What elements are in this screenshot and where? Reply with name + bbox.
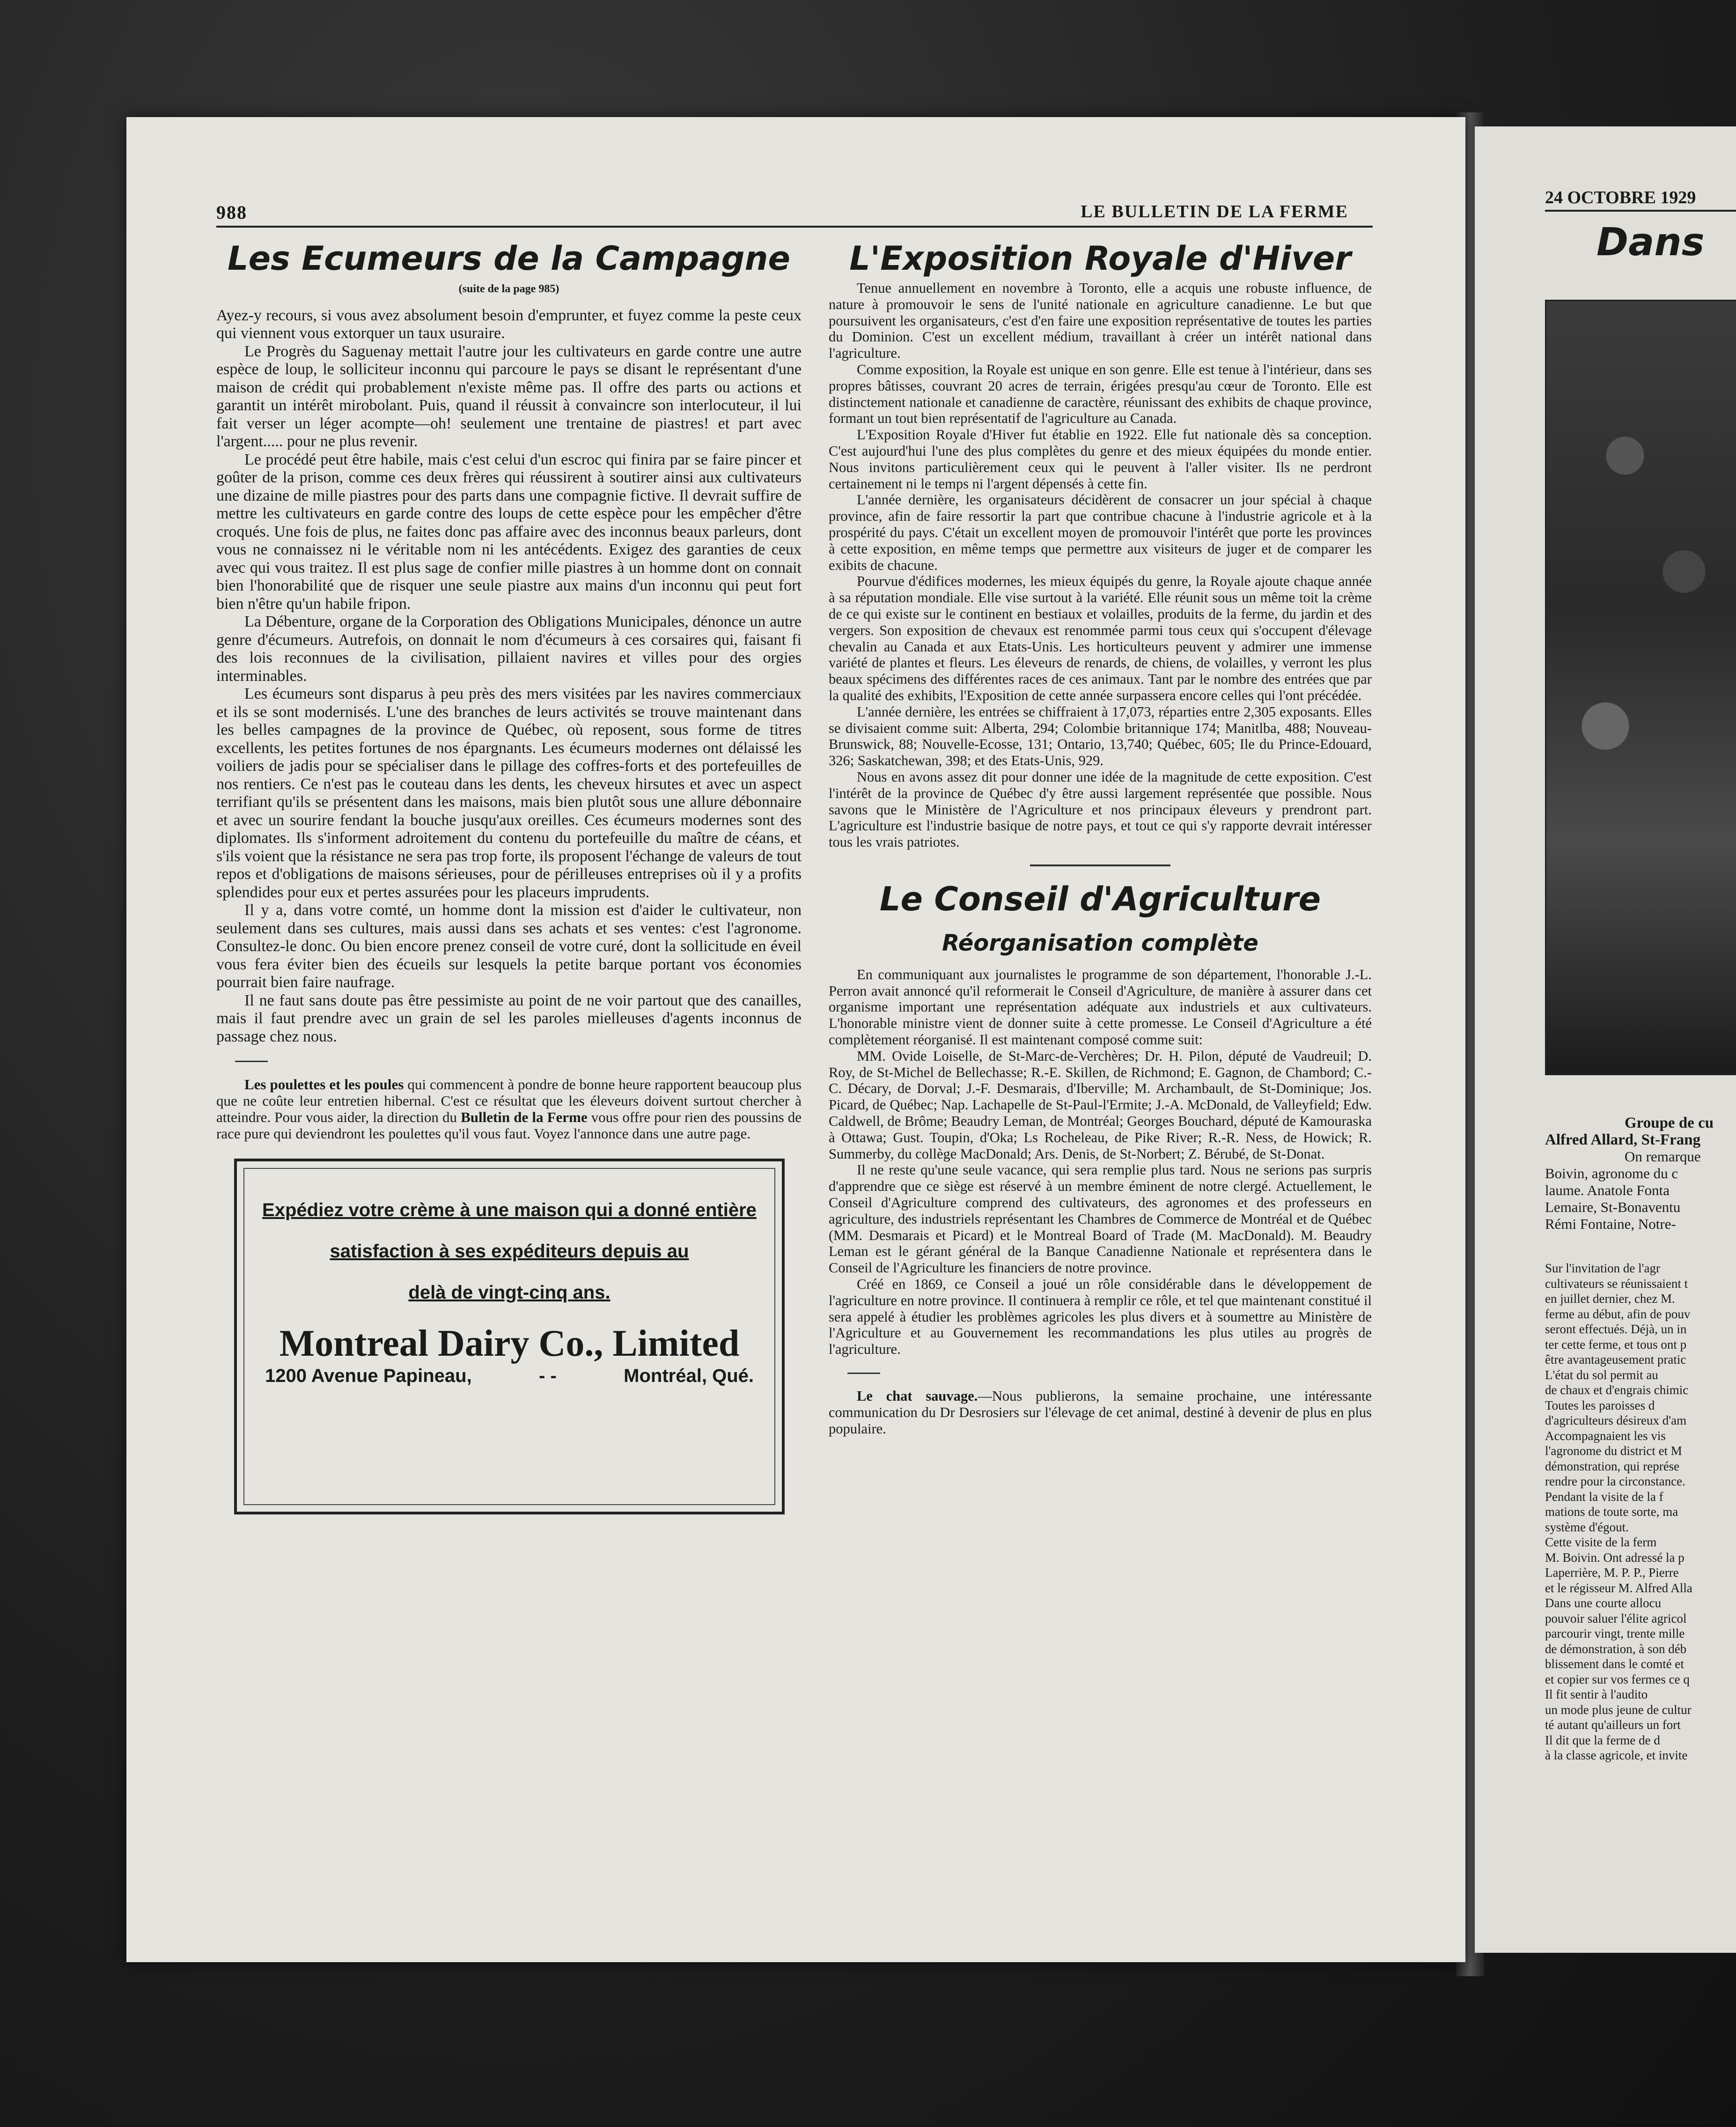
newspaper-page-988 (126, 117, 1465, 1962)
small-text-line: démonstration, qui représe (1545, 1459, 1680, 1473)
left-column (216, 240, 802, 1514)
paragraph: En communiquant aux journalistes le programme de son département, l'honorable J.-L. Perron avait annoncé qu'il reformerait le Conseil d'Agriculture, de manière à assurer dans cet organisme important une représentation adéquate aux industriels et aux cultivateurs. L'honorable ministre vient de donner suite à cette promesse. Le Conseil d'Agriculture a été complètement réorganisé. Il est maintenant composé comme suit: (829, 966, 1372, 1048)
paragraph: Créé en 1869, ce Conseil a joué un rôle considérable dans le développement de l'agriculture en notre province. Il continuera à remplir ce rôle, et tel que maintenant constitué il sera appelé à étudier les problèmes agricoles les plus divers et à soumettre au Ministère de l'Agriculture et au Gouvernement les recommandations les plus utiles au progrès de l'agriculture. (829, 1276, 1372, 1358)
paragraph: Il ne faut sans doute pas être pessimiste au point de ne voir partout que des canailles, mais il faut prendre avec un grain de sel les paroles mielleuses d'agents inconnus de passage chez nous. (216, 991, 802, 1045)
small-text-line: ferme au début, afin de pouv (1545, 1307, 1691, 1321)
small-text-line: Sur l'invitation de l'agr (1545, 1261, 1660, 1275)
wildcat-note-body: —Nous publierons, la semaine prochaine, une intéressante communication du Dr Desrosiers sur l'élevage de cet animal, destiné à devenir de plus en plus populaire. (829, 1388, 1372, 1437)
wildcat-note-lead: Le chat sauvage. (857, 1388, 978, 1404)
ornament-divider (1030, 864, 1170, 866)
paragraph: L'Exposition Royale d'Hiver fut établie en 1922. Elle fut nationale dès sa conception. C'est aujourd'hui l'une des plus complètes du genre et des mieux équipées du monde entier. Nous invitons particulièrement ceux qui le peuvent à l'aller visiter. Ils ne perdront certainement ni le temps ni l'argent dépensés à cette fin. (829, 427, 1372, 492)
ad-line-1: Expédiez votre crème à une maison qui a donné entière (262, 1200, 757, 1220)
paragraph: L'année dernière, les entrées se chiffraient à 17,073, réparties entre 2,305 exposants. Elles se divisaient comme suit: Alberta, 294; Colombie britannique 174; Manitlba, 488; Nouveau-Brunswick, 88; Nouvelle-Ecosse, 131; Ontario, 13,740; Québec, 605; Ile du Prince-Edouard, 326; Saskatchewan, 398; et des Etats-Unis, 929. (829, 703, 1372, 769)
next-page-text (1545, 1115, 1736, 1763)
paragraph: Ayez-y recours, si vous avez absolument besoin d'emprunter, et fuyez comme la peste ceux qui viennent vous extorquer un taux usuraire. (216, 306, 802, 342)
text-line: laume. Anatole Fonta (1545, 1182, 1670, 1198)
ad-line-2: satisfaction à ses expéditeurs depuis au (330, 1241, 689, 1262)
poultry-note-end: vous offre pour rien des poussins de race pure qui deviendront les poulettes qu'il vous faut. Voyez l'annonce dans une autre page. (216, 1109, 802, 1142)
section-divider (847, 1373, 880, 1374)
next-page-fragment (1475, 126, 1736, 1953)
small-text-line: être avantageusement pratic (1545, 1352, 1686, 1366)
small-text-line: de démonstration, à son déb (1545, 1641, 1687, 1656)
poultry-note-text (216, 1076, 802, 1142)
page-number: 988 (216, 202, 247, 223)
paragraph: Comme exposition, la Royale est unique en son genre. Elle est tenue à l'intérieur, dans ses propres bâtisses, couvrant 20 acres de terrain, érigées presqu'au cœur de Toronto. Elle est distinctement nationale et canadienne de caractère, réunissant des exhibits de chaque province, formant un tout bien représentatif de l'agriculture au Canada. (829, 361, 1372, 427)
small-text-line: Laperrière, M. P. P., Pierre (1545, 1566, 1679, 1580)
small-text-line: pouvoir saluer l'élite agricol (1545, 1611, 1687, 1625)
paragraph: Le procédé peut être habile, mais c'est celui d'un escroc qui finira par se faire pincer et goûter de la prison, comme ces deux frères qui réussirent à soutirer ainsi aux cultivateurs une dizaine de mille piastres pour des parts dans une compagnie fictive. Il devrait suffire de mettre les cultivateurs en garde contre des loups de cette espèce pour les empêcher d'être croqués. Une fois de plus, ne faites donc pas affaire avec des inconnus beaux parleurs, dont vous ne connaissez ni le véritable nom ni les antécédents. Exigez des garanties de ceux avec qui vous traitez. Il est plus sage de confier mille piastres à un homme dont on connait bien l'honorabilité que de risquer une seule piastre aux mains d'un inconnu qui peut fort bien n'être qu'un habile fripon. (216, 451, 802, 613)
article-title-ecumeurs: Les Ecumeurs de la Campagne (228, 239, 790, 278)
text-line: Lemaire, St-Bonaventu (1545, 1199, 1681, 1215)
paragraph: Tenue annuellement en novembre à Toronto, elle a acquis une robuste influence, de nature à promouvoir le sens de l'unité nationale en agriculture canadienne. Le but que poursuivent les organisateurs, c'est d'en faire une exposition représentative de toutes les parties du Dominion. C'est un excellent médium, travaillant à créer un intérêt national dans l'agriculture. (829, 280, 1372, 362)
small-text-line: à la classe agricole, et invite (1545, 1748, 1688, 1762)
next-page-date: 24 OCTOBRE 1929 (1545, 188, 1696, 207)
small-text-line: ter cette ferme, et tous ont p (1545, 1337, 1687, 1352)
group-photograph (1545, 300, 1736, 1075)
text-line: Rémi Fontaine, Notre- (1545, 1216, 1676, 1232)
small-text-line: système d'égout. (1545, 1520, 1629, 1534)
text-line: On remarque (1625, 1148, 1701, 1165)
ad-address-row (244, 1367, 774, 1385)
paragraph: L'année dernière, les organisateurs décidèrent de consacrer un jour spécial à chaque province, afin de faire ressortir la part que contribue chacune à l'industrie agricole et à la prospérité du pays. C'était un excellent moyen de promouvoir l'intérêt que porte les provinces à cette exposition, en même temps que permettre aux visiteurs de juger et de comparer les exibits de chacune. (829, 492, 1372, 573)
publication-name: LE BULLETIN DE LA FERME (1081, 202, 1348, 222)
small-text-line: M. Boivin. Ont adressé la p (1545, 1550, 1685, 1565)
wildcat-note (829, 1388, 1372, 1437)
continued-note: (suite de la page 985) (458, 283, 559, 295)
paragraph: Il ne reste qu'une seule vacance, qui sera remplie plus tard. Nous ne serions pas surpris d'apprendre que ce siège est réservé à un membre éminent de notre clergé. Actuellement, le Conseil d'Agriculture comprend des cultivateurs, des agronomes et des professeurs en agriculture, des industriels représentant les Chambres de Commerce de Montréal et de Québec (MM. Desmarais et Picard) et le Montreal Board of Trade (M. MacDonald). M. Beaudry Leman est le gérant général de la Banque Canadienne Nationale et représentera dans le Conseil de l'Agriculture les financiers de notre province. (829, 1162, 1372, 1276)
header-rule (216, 226, 1373, 228)
montreal-dairy-advertisement (234, 1159, 785, 1514)
paragraph: Il y a, dans votre comté, un homme dont la mission est d'aider le cultivateur, non seulement dans ses cultures, mais aussi dans ses achats et ses ventes: c'est l'agronome. Consultez-le donc. Ou bien encore prenez conseil de votre curé, dont la sollicitude en éveil vous fera éviter bien des écueils sur lesquels la petite barque portant vos économies pourrait bien faire naufrage. (216, 901, 802, 991)
small-text-line: un mode plus jeune de cultur (1545, 1702, 1692, 1717)
small-text-line: et le régisseur M. Alfred Alla (1545, 1580, 1692, 1595)
small-text-line: seront effectués. Déjà, un in (1545, 1322, 1687, 1336)
small-text-line: cultivateurs se réunissaient t (1545, 1276, 1688, 1291)
poultry-note-body: qui commencent à pondre de bonne heure rapportent beaucoup plus que ne coûte leur entretien hibernal. C'est ce résultat que les éleveurs doivent surtout chercher à atteindre. Pour vous aider, la direction du (216, 1076, 802, 1125)
next-page-title: Dans (1596, 220, 1705, 265)
small-text-line: et copier sur vos fermes ce q (1545, 1672, 1690, 1686)
ad-company-name: Montreal Dairy Co., Limited (279, 1323, 740, 1364)
small-text-line: Dans une courte allocu (1545, 1596, 1662, 1610)
poultry-note-brand: Bulletin de la Ferme (461, 1109, 588, 1125)
paragraph: Nous en avons assez dit pour donner une idée de la magnitude de cette exposition. C'est l'intérêt de la province de Québec d'y être aussi largement représentée que possible. Nous savons que le Ministère de l'Agriculture et nos principaux éleveurs y prendront part. L'agriculture est l'industrie basique de notre pays, et tout ce qui s'y rapporte devrait intéresser tous les vrais patriotes. (829, 768, 1372, 850)
small-text-line: Il dit que la ferme de d (1545, 1733, 1660, 1747)
ad-dashes: - - (539, 1365, 557, 1386)
ad-city: Montréal, Qué. (624, 1365, 754, 1386)
small-text-line: mations de toute sorte, ma (1545, 1505, 1678, 1519)
small-text-line: en juillet dernier, chez M. (1545, 1292, 1675, 1306)
article-subtitle: Réorganisation complète (942, 930, 1258, 956)
small-text-line: Il fit sentir à l'audito (1545, 1687, 1648, 1701)
paragraph: La Débenture, organe de la Corporation des Obligations Municipales, dénonce un autre genre d'écumeurs. Autrefois, on donnait le nom d'écumeurs à ces corsaires qui, faisant fi des lois reconnues de la civilisation, pillaient navires et villes pour des orgies interminables. (216, 613, 802, 685)
small-text-line: blissement dans le comté et (1545, 1657, 1684, 1671)
small-text-line: parcourir vingt, trente mille (1545, 1626, 1685, 1640)
ad-line-3: delà de vingt-cinq ans. (408, 1282, 611, 1303)
ad-address: 1200 Avenue Papineau, (265, 1365, 472, 1386)
small-text-line: Toutes les paroisses d (1545, 1398, 1655, 1412)
small-text-line: Accompagnaient les vis (1545, 1428, 1666, 1443)
small-text-line: Cette visite de la ferm (1545, 1535, 1657, 1549)
photo-caption-line: Groupe de cu (1625, 1115, 1714, 1131)
paragraph: MM. Ovide Loiselle, de St-Marc-de-Verchères; Dr. H. Pilon, député de Vaudreuil; D. Roy, de St-Michel de Bellechasse; R.-E. Skillen, de Richmond; E. Gagnon, de Chambord; C.-C. Décary, de Dorval; J.-F. Desmarais, d'Iberville; M. Archambault, de St-Dominique; Jos. Picard, de Québec; Nap. Lachapelle de St-Paul-l'Ermite; J.-A. McDonald, de Valleyfield; Edw. Caldwell, de Brôme; Beaudry Leman, de Montréal; Georges Bouchard, député de Kamouraska à Ottawa; Gust. Toupin, d'Oka; Ls Rocheleau, de Pike River; R.-R. Ness, de Howick; R. Summerby, du collège MacDonald; Ars. Denis, de St-Norbert; Z. Bérubé, de St-Donat. (829, 1048, 1372, 1162)
ad-inner-border (243, 1168, 775, 1505)
small-text-block (1545, 1261, 1736, 1763)
next-page-header-rule (1545, 210, 1736, 212)
small-text-line: L'état du sol permit au (1545, 1367, 1658, 1382)
section-divider (235, 1061, 268, 1062)
photo-caption-line: Alfred Allard, St-Frang (1545, 1131, 1701, 1148)
small-text-line: l'agronome du district et M (1545, 1444, 1682, 1458)
paragraph: Les écumeurs sont disparus à peu près des mers visitées par les navires commerciaux et ils se sont modernisés. L'une des branches de leurs activités se trouve maintenant dans les belles campagnes de la province de Québec, où reposent, sous forme de titres excellents, les petites fortunes de nos épargnants. Les écumeurs modernes ont délaissé les voiliers de jadis pour se spécialiser dans le pillage des coffres-forts et des portefeuilles de nos rentiers. Ce n'est pas le couteau dans les dents, les cheveux hirsutes et avec un aspect terrifiant qu'ils se présentent dans les maisons, mais bien plutôt sous une allure débonnaire et avec un sourire fendant la bouche jusqu'aux oreilles. Ces écumeurs modernes sont des diplomates. Ils s'informent adroitement du contenu du portefeuille du maître de céans, et s'ils voient que la résistance ne sera pas trop forte, ils proposent l'échange de valeurs de tout repos et d'obligations de maisons sérieuses, pour de périlleuses entreprises où il y a profits splendides pour eux et pertes assurées pour les placeurs imprudents. (216, 685, 802, 901)
small-text-line: té autant qu'ailleurs un fort (1545, 1718, 1681, 1732)
poultry-note-lead: Les poulettes et les poules (244, 1076, 404, 1093)
article-title-conseil: Le Conseil d'Agriculture (879, 879, 1321, 918)
article-title-exposition: L'Exposition Royale d'Hiver (849, 239, 1351, 278)
small-text-line: de chaux et d'engrais chimic (1545, 1383, 1689, 1397)
small-text-line: Pendant la visite de la f (1545, 1489, 1663, 1504)
right-column (829, 240, 1372, 1437)
poultry-note (216, 1076, 802, 1142)
small-text-line: d'agriculteurs désireux d'am (1545, 1413, 1687, 1427)
paragraph: Le Progrès du Saguenay mettait l'autre jour les cultivateurs en garde contre une autre espèce de loup, le solliciteur inconnu qui parcoure le pays se disant le représentant d'une maison de crédit qui probablement n'existe même pas. Il offre des parts ou actions et garantit un intérêt mirobolant. Puis, quand il réussit à convaincre son interlocuteur, il lui fait verser un léger acompte—oh! seulement une trentaine de piastres! et part avec l'argent..... pour ne plus revenir. (216, 342, 802, 450)
text-line: Boivin, agronome du c (1545, 1165, 1678, 1182)
paragraph: Pourvue d'édifices modernes, les mieux équipés du genre, la Royale ajoute chaque année à sa réputation mondiale. Elle vise surtout à la variété. Elle réunit sous un même toit la crème de ce qui existe sur le continent en bestiaux et volailles, produits de la ferme, du jardin et des vergers. Son exposition de chevaux est renommée parmi tous ceux qui s'occupent d'élevage chevalin au Canada et aux Etats-Unis. Les horticulteurs peuvent y admirer une immense variété de plantes et fleurs. Les éleveurs de renards, de chiens, de volailles, y verront les plus beaux spécimens des différentes races de ces animaux. Tant par le nombre des entrées que par la qualité des exhibits, l'Exposition de cette année surpassera encore celles qui l'ont précédée. (829, 573, 1372, 703)
small-text-line: rendre pour la circonstance. (1545, 1474, 1685, 1488)
